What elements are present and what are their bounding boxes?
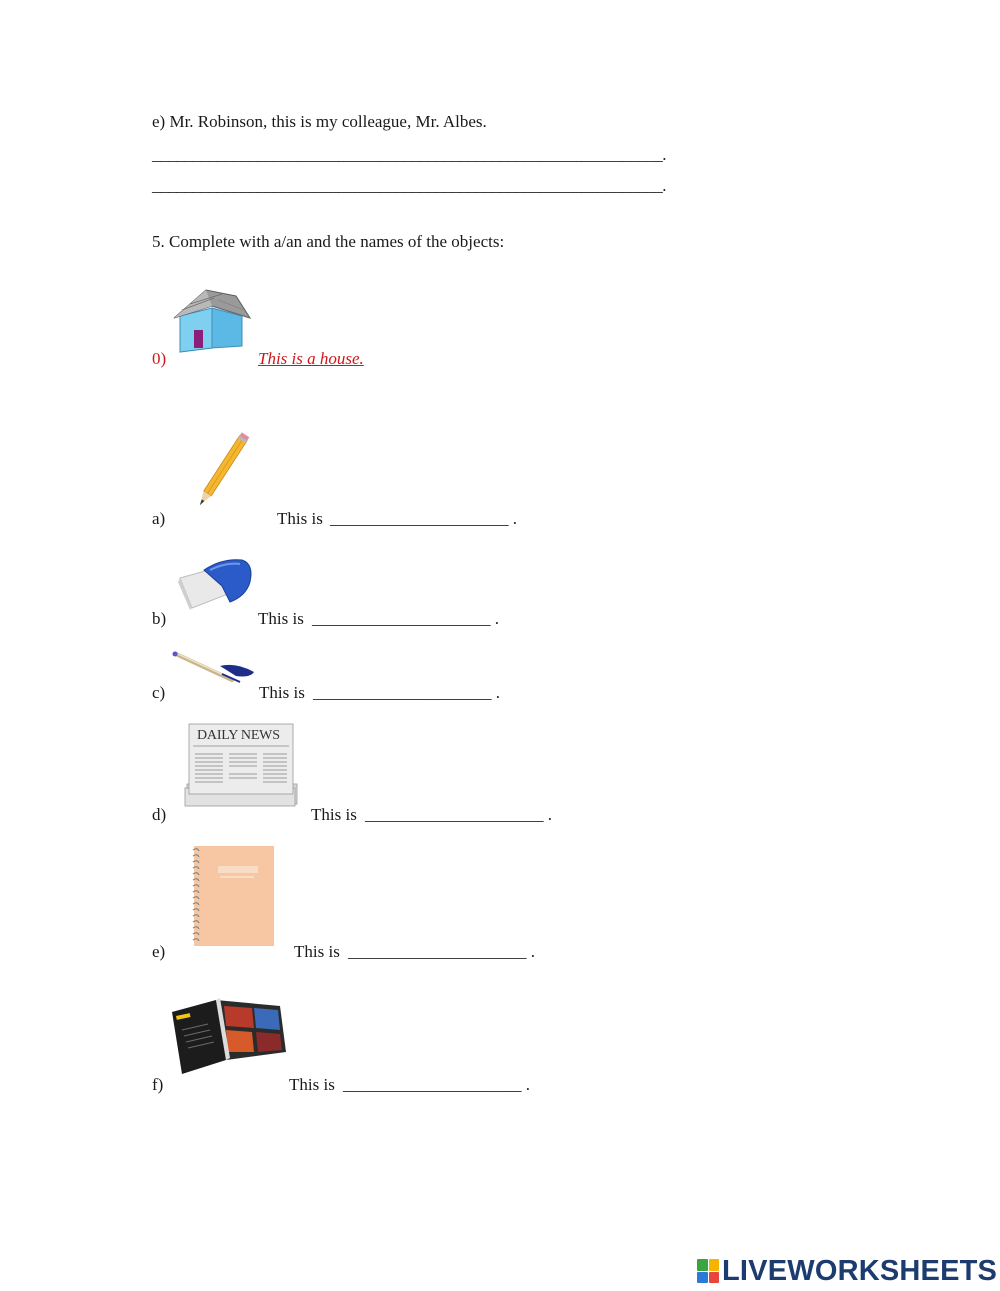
item-b-label: b) [152, 609, 167, 628]
pen-picture [170, 648, 260, 686]
item-a-prompt: This is [277, 509, 323, 528]
item-e-label: e) [152, 942, 166, 961]
item-b-prompt: This is [258, 609, 304, 628]
item-f-label: f) [152, 1075, 164, 1094]
item-f-answer-blank[interactable]: _____________________ . [343, 1075, 530, 1094]
item-a-label: a) [152, 509, 166, 528]
magazine-picture [168, 990, 290, 1078]
exercise-5-instruction: 5. Complete with a/an and the names of the objects: [152, 232, 505, 251]
item-b-answer-blank[interactable]: _____________________ . [312, 609, 499, 628]
prev-answer-line-1[interactable]: _______________________________________________________________. [152, 145, 667, 164]
item-a-answer-blank[interactable]: _____________________ . [330, 509, 517, 528]
example-label: 0) [152, 349, 167, 368]
logo-square-i [709, 1259, 720, 1271]
logo-square-e [709, 1272, 720, 1284]
item-c-prompt: This is [259, 683, 305, 702]
item-c-label: c) [152, 683, 166, 702]
newspaper-picture [183, 722, 299, 812]
item-f-prompt: This is [289, 1075, 335, 1094]
item-e-answer-blank[interactable]: _____________________ . [348, 942, 535, 961]
item-d-answer-blank[interactable]: _____________________ . [365, 805, 552, 824]
item-c-answer-blank[interactable]: _____________________ . [313, 683, 500, 702]
prev-item-e-sentence: e) Mr. Robinson, this is my colleague, Mr. Albes. [152, 112, 487, 131]
liveworksheets-logo-icon [697, 1259, 719, 1283]
pencil-picture [190, 426, 254, 518]
notebook-picture [190, 844, 276, 948]
logo-square-v [697, 1272, 708, 1284]
example-answer: This is a house. [258, 349, 364, 368]
item-e-prompt: This is [294, 942, 340, 961]
liveworksheets-brand[interactable] [697, 1254, 997, 1288]
liveworksheets-wordmark: LIVEWORKSHEETS [722, 1255, 998, 1287]
item-d-label: d) [152, 805, 167, 824]
newspaper-masthead: DAILY NEWS [197, 728, 280, 743]
prev-answer-line-2[interactable]: _______________________________________________________________. [152, 176, 667, 195]
eraser-picture [176, 556, 256, 610]
house-picture [172, 286, 256, 356]
item-d-prompt: This is [311, 805, 357, 824]
logo-square-l [697, 1259, 708, 1271]
